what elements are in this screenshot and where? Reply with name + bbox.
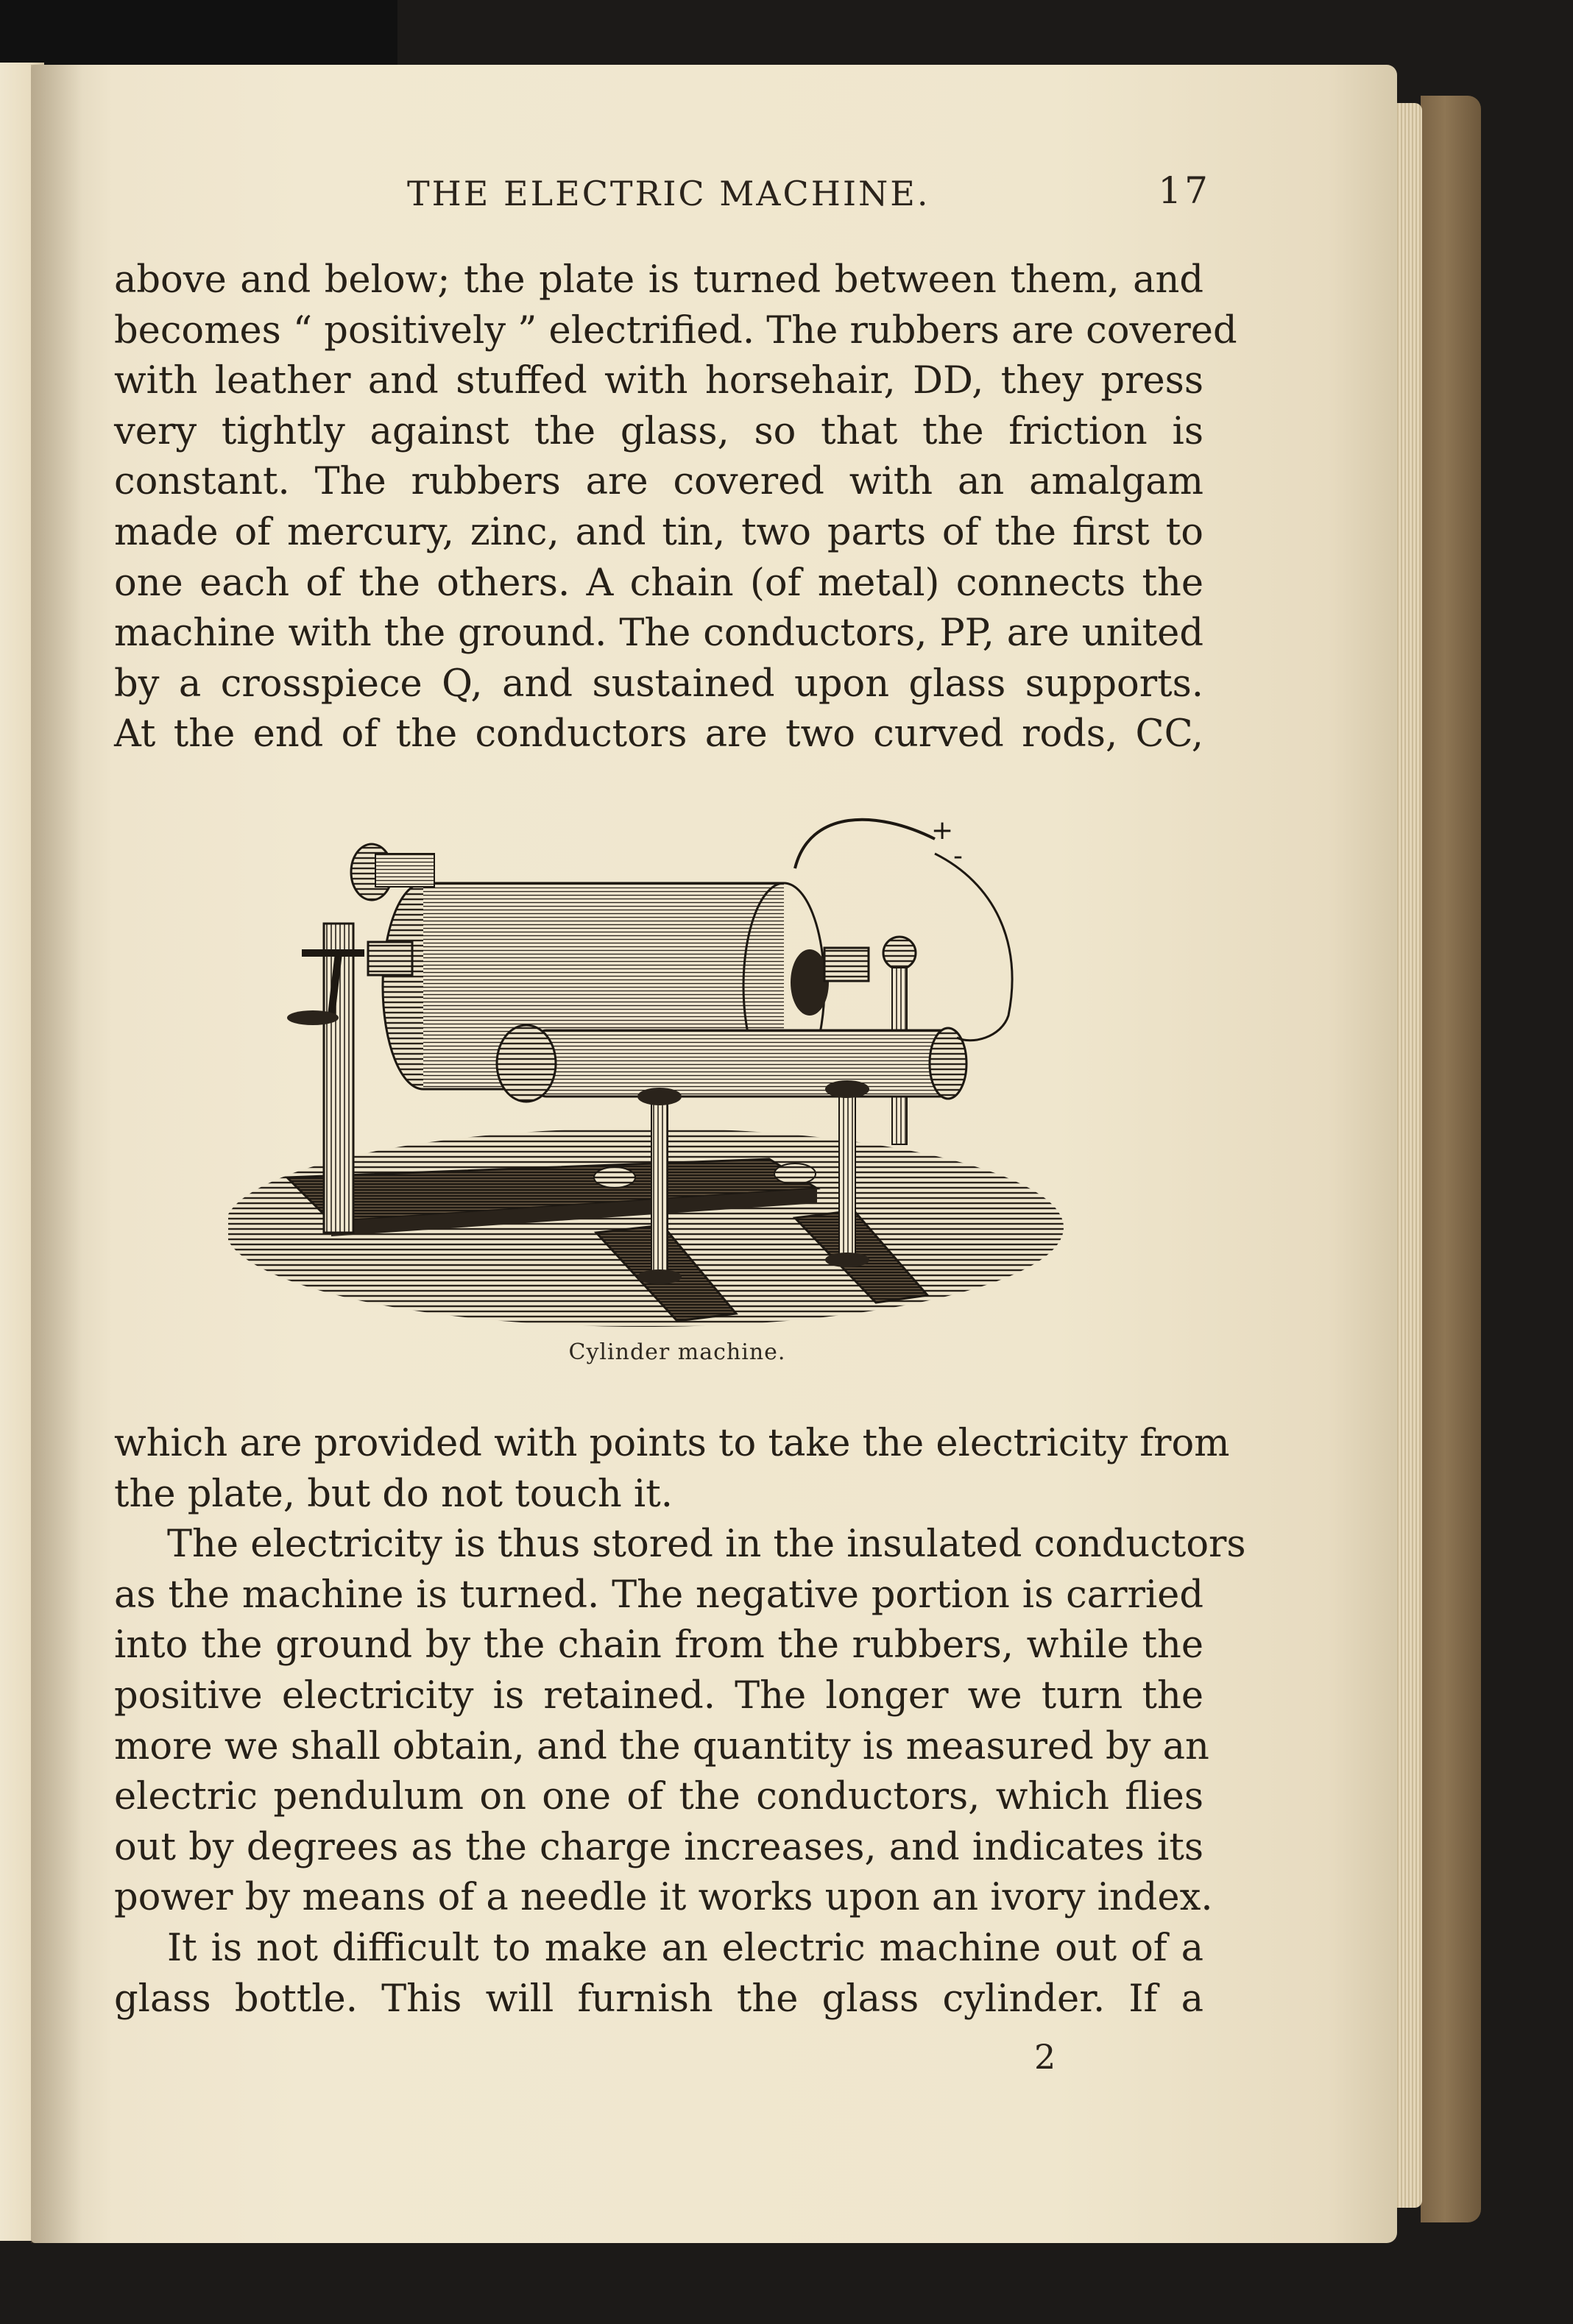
text-line: The electricity is thus stored in the insulated conductors — [167, 1523, 1246, 1567]
text-line: into the ground by the chain from the rubbers, while the — [114, 1623, 1203, 1668]
text-line: constant. The rubbers are covered with an amalgam — [114, 460, 1203, 504]
cylinder-machine-illustration — [228, 795, 1097, 1332]
text-line: the plate, but do not touch it. — [114, 1472, 673, 1516]
glass-support — [651, 1097, 668, 1273]
plus-label: + — [931, 815, 954, 846]
text-line: by a crosspiece Q, and sustained upon glass supports. — [114, 662, 1203, 706]
page-number: 17 — [1158, 169, 1211, 212]
signature-mark: 2 — [1034, 2037, 1056, 2077]
text-line: machine with the ground. The conductors, PP, are united — [114, 612, 1203, 656]
axle-bearing — [368, 942, 412, 975]
figure-caption: Cylinder machine. — [568, 1339, 786, 1365]
crank-handle — [287, 1010, 339, 1025]
adjusting-screw — [594, 1167, 635, 1188]
text-line: glass bottle. This will furnish the glass cylinder. If a — [114, 1977, 1203, 2021]
running-head: THE ELECTRIC MACHINE. — [407, 174, 930, 213]
text-line: with leather and stuffed with horsehair, DD, they press — [114, 359, 1203, 403]
page-gutter-shadow — [31, 65, 82, 2243]
background-top — [0, 0, 397, 70]
rubber-pad — [375, 854, 434, 887]
discharge-wire — [795, 820, 935, 868]
cylinder-opening — [791, 949, 829, 1016]
text-line: It is not difficult to make an electric machine out of a — [167, 1926, 1203, 1970]
text-line: which are provided with points to take the electricity from — [114, 1422, 1230, 1465]
book-cover-edge — [1421, 96, 1481, 2222]
page-header — [114, 168, 1211, 219]
discharge-wire — [935, 854, 1012, 1041]
paragraph-continued — [114, 1419, 1246, 2024]
prime-conductor — [537, 1030, 950, 1097]
text-line: made of mercury, zinc, and tin, two parts of the first to — [114, 510, 1203, 554]
text-line: very tightly against the glass, so that the friction is — [114, 409, 1203, 453]
pillar-knob — [883, 937, 916, 969]
text-line: as the machine is turned. The negative portion is carried — [114, 1573, 1203, 1617]
glass-support — [839, 1089, 855, 1258]
axle-bearing — [824, 948, 869, 981]
text-line: above and below; the plate is turned between them, and — [114, 258, 1203, 302]
adjusting-screw — [774, 1163, 816, 1184]
text-line: more we shall obtain, and the quantity is measured by an — [114, 1724, 1209, 1768]
conductor-end — [497, 1025, 556, 1102]
text-line: positive electricity is retained. The longer we turn the — [114, 1673, 1203, 1718]
text-line: At the end of the conductors are two curved rods, CC, — [114, 712, 1203, 757]
text-line: becomes “ positively ” electrified. The rubbers are covered — [114, 308, 1237, 353]
text-line: one each of the others. A chain (of metal) connects the — [114, 561, 1203, 605]
paragraph-continued — [114, 255, 1237, 760]
minus-label: - — [953, 841, 963, 871]
text-line: out by degrees as the charge increases, and indicates its — [114, 1825, 1203, 1869]
text-line: electric pendulum on one of the conductors, which flies — [114, 1775, 1203, 1819]
text-line: power by means of a needle it works upon an ivory index. — [114, 1876, 1213, 1920]
